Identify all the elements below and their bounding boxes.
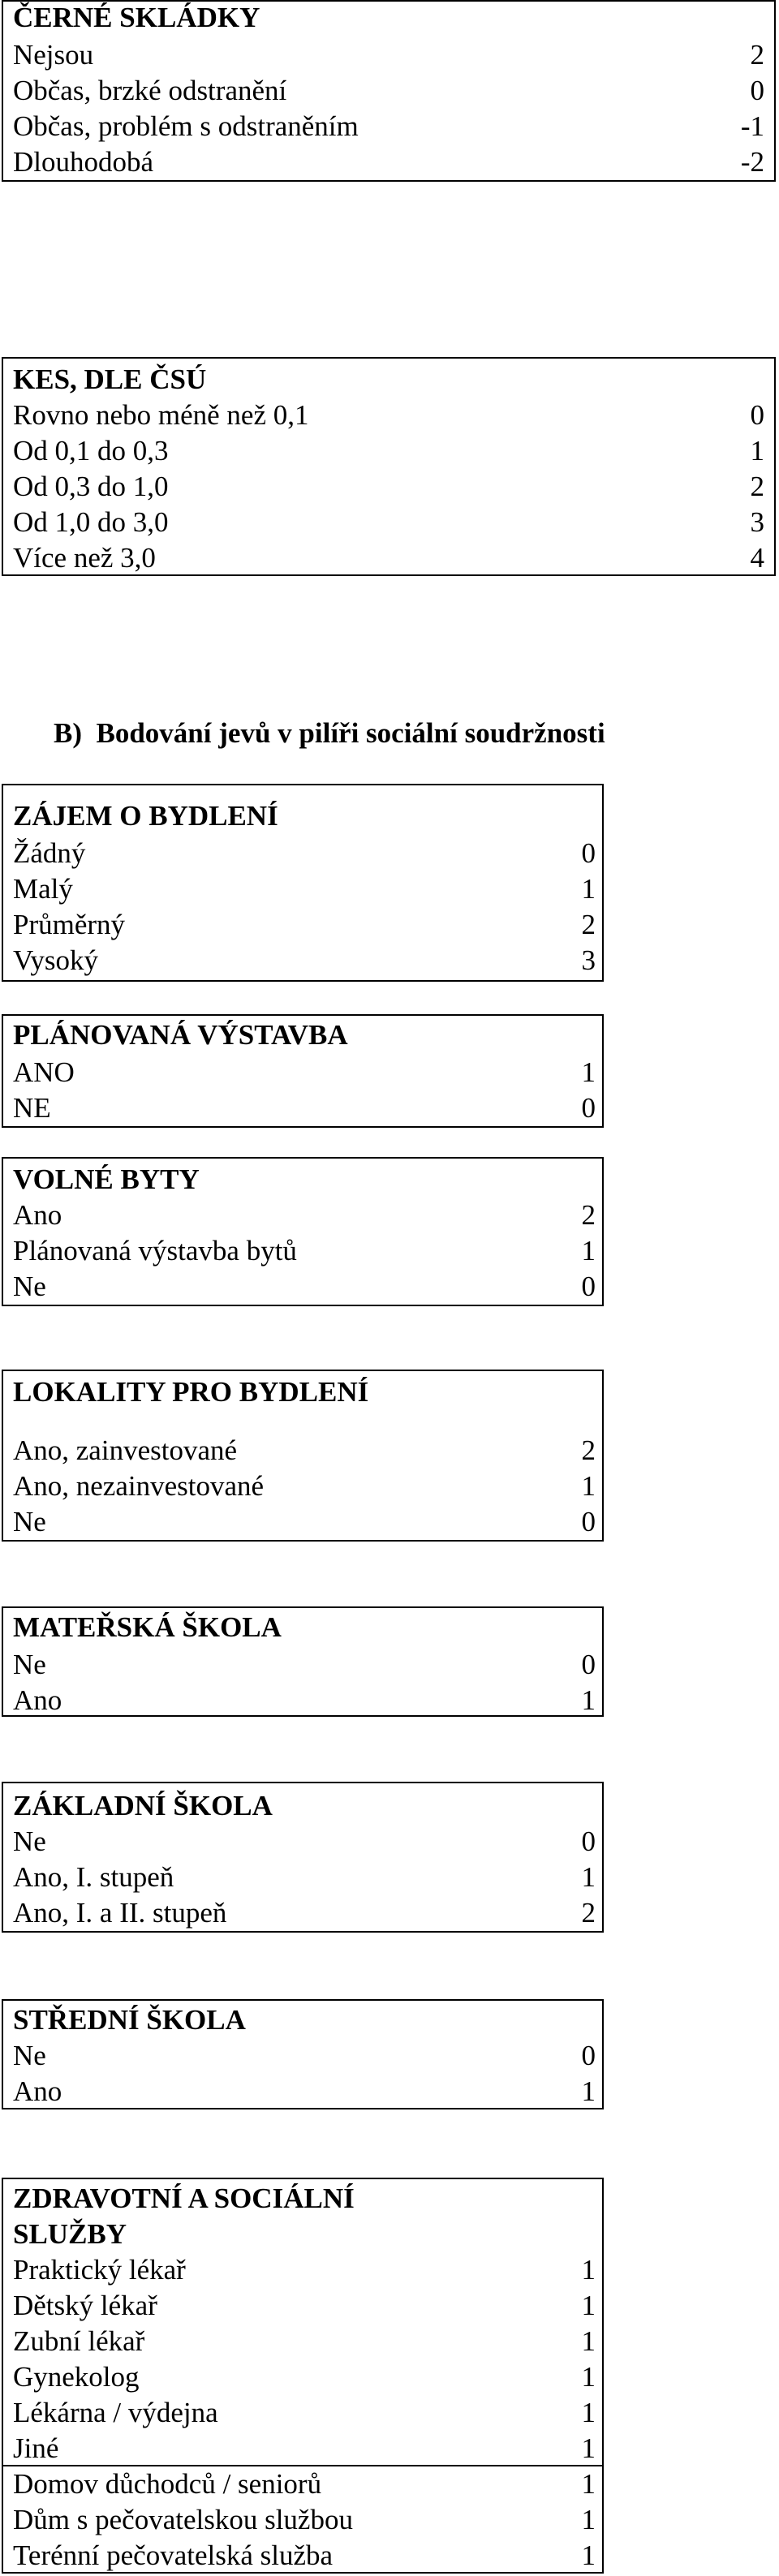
row-value: 1 bbox=[581, 2325, 596, 2357]
row-label: Vysoký bbox=[13, 944, 99, 976]
row-value: 2 bbox=[581, 1897, 596, 1929]
row-label: Ne bbox=[13, 1826, 46, 1857]
row-value: 1 bbox=[581, 2397, 596, 2428]
row-label: Ano bbox=[13, 1684, 62, 1716]
row-value: 0 bbox=[581, 1506, 596, 1537]
row-label: Ano, zainvestované bbox=[13, 1434, 238, 1466]
row-value: 4 bbox=[750, 542, 764, 574]
row-value: 1 bbox=[581, 1684, 596, 1716]
row-value: 1 bbox=[581, 2290, 596, 2321]
section-title: VOLNÉ BYTY bbox=[13, 1163, 200, 1195]
section-title: STŘEDNÍ ŠKOLA bbox=[13, 2004, 246, 2036]
row-value: 0 bbox=[581, 1271, 596, 1302]
section-title-line1: ZDRAVOTNÍ A SOCIÁLNÍ bbox=[13, 2183, 355, 2214]
row-label: Ano, I. a II. stupeň bbox=[13, 1897, 227, 1929]
row-value: 2 bbox=[581, 909, 596, 940]
row-label: Plánovaná výstavba bytů bbox=[13, 1235, 297, 1266]
row-value: 0 bbox=[581, 1826, 596, 1857]
row-value: 2 bbox=[750, 39, 764, 71]
row-label: ANO bbox=[13, 1056, 75, 1088]
row-value: 3 bbox=[581, 944, 596, 976]
row-label: Ne bbox=[13, 1506, 46, 1537]
row-label: Praktický lékař bbox=[13, 2254, 186, 2286]
row-value: 0 bbox=[750, 75, 764, 106]
row-label: Zubní lékař bbox=[13, 2325, 145, 2357]
row-value: 1 bbox=[581, 2539, 596, 2571]
section-b-heading: B) Bodování jevů v pilíři sociální soudržnosti bbox=[54, 717, 605, 749]
section-title: MATEŘSKÁ ŠKOLA bbox=[13, 1611, 282, 1643]
row-label: Lékárna / výdejna bbox=[13, 2397, 218, 2428]
section-title: ZÁKLADNÍ ŠKOLA bbox=[13, 1790, 273, 1821]
row-label: Občas, brzké odstranění bbox=[13, 75, 287, 106]
section-title: ČERNÉ SKLÁDKY bbox=[13, 2, 260, 33]
row-value: -1 bbox=[740, 110, 764, 142]
row-label: Dům s pečovatelskou službou bbox=[13, 2504, 353, 2535]
row-value: 1 bbox=[581, 2075, 596, 2107]
row-value: 1 bbox=[581, 1056, 596, 1088]
row-label: Občas, problém s odstraněním bbox=[13, 110, 359, 142]
row-label: Ano bbox=[13, 1199, 62, 1231]
row-label: Dlouhodobá bbox=[13, 146, 154, 178]
row-label: Více než 3,0 bbox=[13, 542, 156, 574]
row-value: 0 bbox=[581, 1092, 596, 1124]
row-label: Ano bbox=[13, 2075, 62, 2107]
row-value: 1 bbox=[581, 2361, 596, 2393]
row-value: 1 bbox=[581, 2468, 596, 2500]
row-label: Ne bbox=[13, 1271, 46, 1302]
section-title: ZÁJEM O BYDLENÍ bbox=[13, 800, 278, 832]
row-value: 0 bbox=[750, 399, 764, 431]
row-value: 1 bbox=[581, 873, 596, 905]
row-label: NE bbox=[13, 1092, 51, 1124]
row-label: Žádný bbox=[13, 837, 86, 869]
row-value: 0 bbox=[581, 1649, 596, 1680]
row-label: Jiné bbox=[13, 2432, 59, 2464]
row-value: 1 bbox=[581, 1235, 596, 1266]
row-label: Ano, I. stupeň bbox=[13, 1861, 174, 1893]
row-label: Rovno nebo méně než 0,1 bbox=[13, 399, 309, 431]
section-title-line2: SLUŽBY bbox=[13, 2218, 127, 2250]
row-value: 0 bbox=[581, 837, 596, 869]
row-label: Domov důchodců / seniorů bbox=[13, 2468, 322, 2500]
row-value: 1 bbox=[581, 2504, 596, 2535]
row-label: Dětský lékař bbox=[13, 2290, 157, 2321]
section-title: PLÁNOVANÁ VÝSTAVBA bbox=[13, 1019, 348, 1051]
row-label: Od 0,1 do 0,3 bbox=[13, 435, 169, 467]
row-value: 1 bbox=[750, 435, 764, 467]
row-label: Od 1,0 do 3,0 bbox=[13, 506, 169, 538]
row-label: Malý bbox=[13, 873, 73, 905]
row-label: Ne bbox=[13, 1649, 46, 1680]
row-label: Nejsou bbox=[13, 39, 94, 71]
row-value: 1 bbox=[581, 1861, 596, 1893]
row-value: 0 bbox=[581, 2040, 596, 2071]
row-value: 2 bbox=[581, 1199, 596, 1231]
row-value: 1 bbox=[581, 1470, 596, 1502]
row-value: 1 bbox=[581, 2432, 596, 2464]
row-label: Od 0,3 do 1,0 bbox=[13, 471, 169, 502]
section-title: LOKALITY PRO BYDLENÍ bbox=[13, 1376, 369, 1408]
row-value: 2 bbox=[750, 471, 764, 502]
row-label: Ne bbox=[13, 2040, 46, 2071]
row-label: Gynekolog bbox=[13, 2361, 140, 2393]
row-label: Terénní pečovatelská služba bbox=[13, 2539, 334, 2571]
row-label: Průměrný bbox=[13, 909, 126, 940]
row-label: Ano, nezainvestované bbox=[13, 1470, 265, 1502]
section-title: KES, DLE ČSÚ bbox=[13, 363, 207, 395]
row-value: 3 bbox=[750, 506, 764, 538]
row-value: 2 bbox=[581, 1434, 596, 1466]
row-value: 1 bbox=[581, 2254, 596, 2286]
row-value: -2 bbox=[740, 146, 764, 178]
